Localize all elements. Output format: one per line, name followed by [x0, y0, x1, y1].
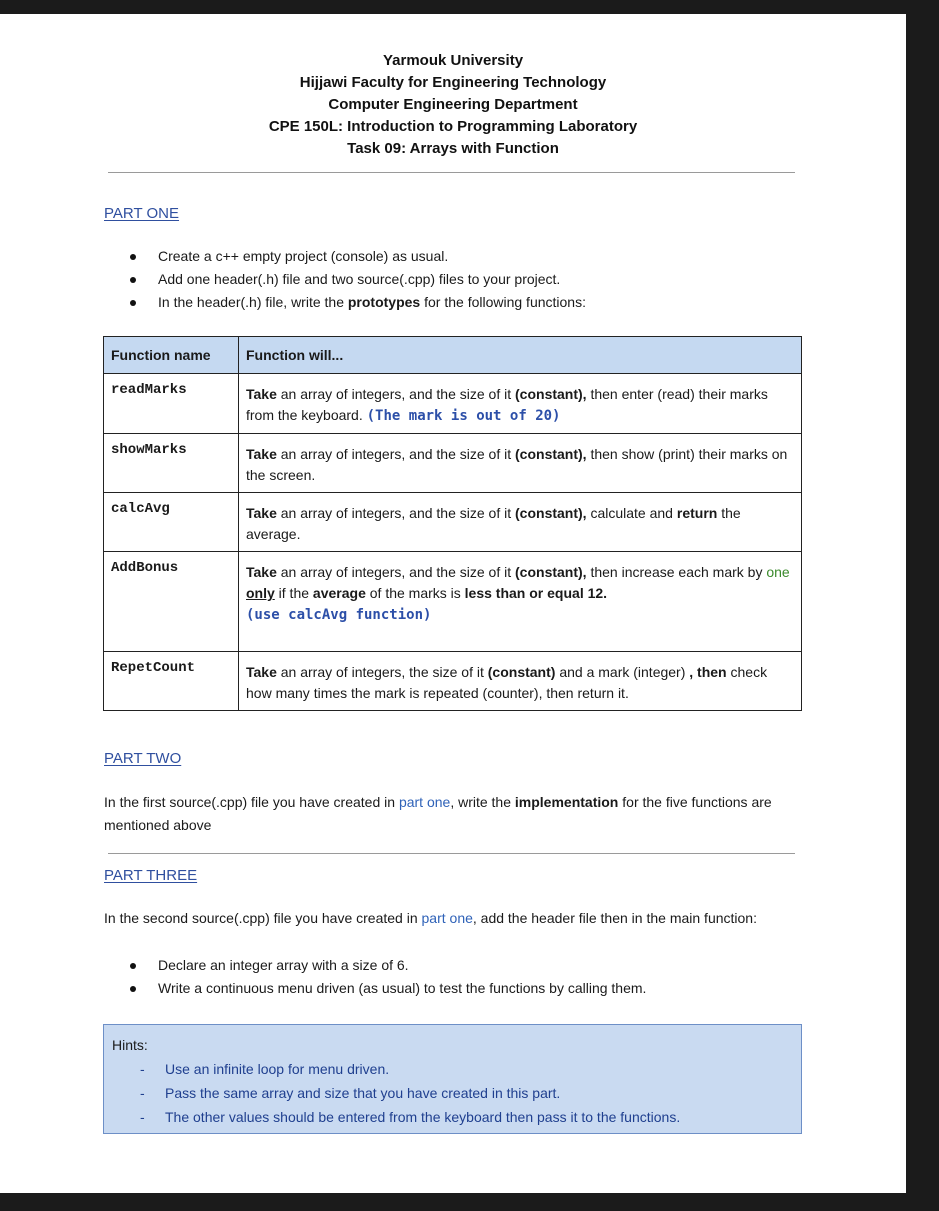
table-row [104, 493, 802, 552]
university-name: Yarmouk University [382, 52, 524, 69]
table-header-row [104, 337, 802, 374]
hint-item: - Use an infinite loop for menu driven. [140, 1057, 680, 1081]
part-three-paragraph: In the second source(.cpp) file you have created in part one, add the header file then in the main function: [104, 910, 757, 926]
hints-box [103, 1024, 802, 1134]
function-name-cell: AddBonus [104, 552, 239, 652]
column-header-function-will: Function will... [239, 337, 802, 374]
table-row [104, 374, 802, 434]
function-name-cell: calcAvg [104, 493, 239, 552]
course-title: CPE 150L: Introduction to Programming Laboratory [268, 118, 638, 135]
table-row [104, 652, 802, 711]
table-row [104, 552, 802, 652]
function-description-cell: Take an array of integers, and the size of it (constant), calculate and return the average. [239, 493, 802, 552]
part-two-title: PART TWO [104, 750, 182, 767]
faculty-name: Hijjawi Faculty for Engineering Technology [299, 74, 607, 91]
task-title: Task 09: Arrays with Function [347, 140, 559, 157]
document-page [0, 14, 906, 1193]
function-name-cell: RepetCount [104, 652, 239, 711]
part-three-bullets [130, 954, 646, 1000]
part-one-bullets [130, 245, 586, 314]
function-name-cell: readMarks [104, 374, 239, 434]
function-description-cell: Take an array of integers, and the size of it (constant), then enter (read) their marks from the keyboard. (The mark is out of 20) [239, 374, 802, 434]
column-header-function-name: Function name [104, 337, 239, 374]
hints-list [140, 1057, 680, 1129]
function-description-cell: Take an array of integers, and the size of it (constant), then increase each mark by one only if the average of the marks is less than or equal 12. (use calcAvg function) [239, 552, 802, 652]
function-name-cell: showMarks [104, 434, 239, 493]
function-description-cell: Take an array of integers, the size of it (constant) and a mark (integer) , then check how many times the mark is repeated (counter), then return it. [239, 652, 802, 711]
document-header [0, 50, 906, 160]
part-two-paragraph: In the first source(.cpp) file you have created in part one, write the implementation for the five functions are mentioned above [104, 794, 772, 833]
header-divider [108, 172, 795, 173]
bullet-item: Declare an integer array with a size of 6. [130, 954, 646, 977]
hint-item: - Pass the same array and size that you have created in this part. [140, 1081, 680, 1105]
department-name: Computer Engineering Department [328, 96, 578, 113]
table-row [104, 434, 802, 493]
functions-table [103, 336, 802, 711]
function-description-cell: Take an array of integers, and the size of it (constant), then show (print) their marks on the screen. [239, 434, 802, 493]
bullet-item: Write a continuous menu driven (as usual) to test the functions by calling them. [130, 977, 646, 1000]
part-three-title: PART THREE [104, 867, 198, 884]
part-one-title: PART ONE [104, 205, 180, 222]
hint-item: - The other values should be entered from the keyboard then pass it to the functions. [140, 1105, 680, 1129]
section-divider [108, 853, 795, 854]
hints-title: Hints: [112, 1037, 148, 1053]
bullet-item: Add one header(.h) file and two source(.cpp) files to your project. [130, 268, 586, 291]
bullet-item: In the header(.h) file, write the prototypes for the following functions: [130, 291, 586, 314]
bullet-item: Create a c++ empty project (console) as usual. [130, 245, 586, 268]
